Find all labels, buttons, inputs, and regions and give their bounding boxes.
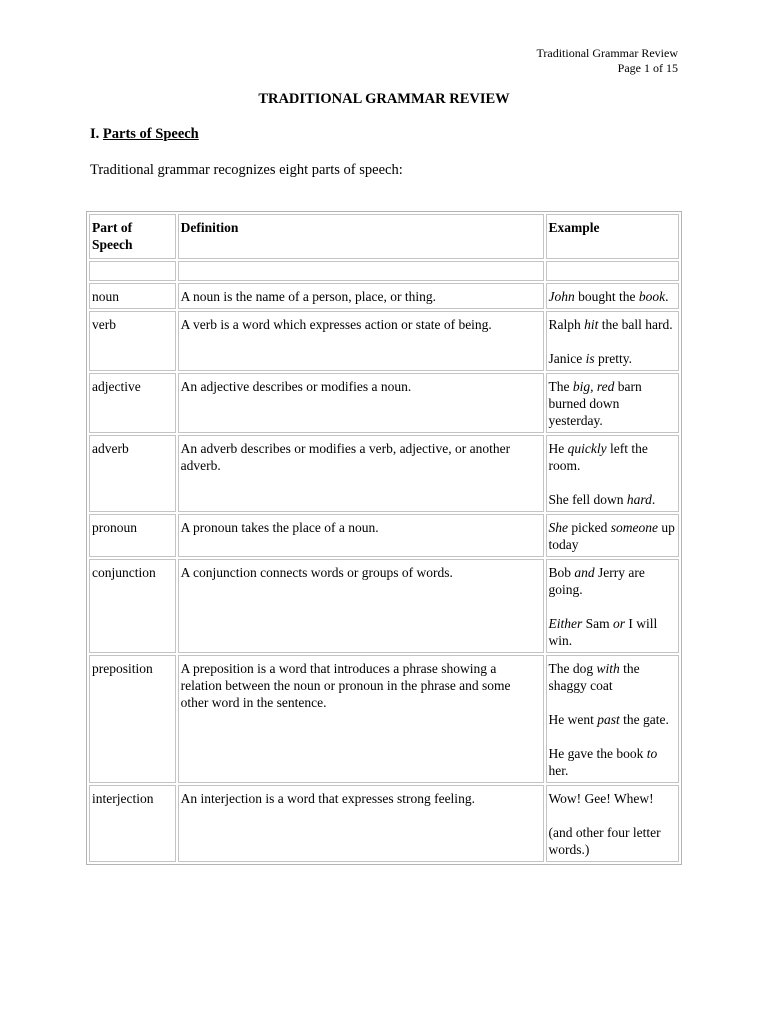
table-row (89, 655, 679, 783)
example-cell (546, 559, 680, 653)
example-sentence: Either Sam or I will win. (548, 616, 658, 648)
definition-cell: A noun is the name of a person, place, or thing. (178, 283, 544, 309)
example-sentence: The dog with the shaggy coat (548, 661, 640, 693)
example-cell (546, 283, 680, 309)
example-sentence: He quickly left the room. (548, 441, 648, 473)
definition-cell: An adverb describes or modifies a verb, adjective, or another adverb. (178, 435, 544, 512)
spacer-cell (178, 261, 544, 281)
example-sentence: She fell down hard. (548, 492, 656, 507)
example-sentence: The big, red barn burned down yesterday. (548, 379, 642, 428)
table-row (89, 311, 679, 371)
example-gap (549, 474, 677, 491)
part-of-speech-cell: preposition (89, 655, 176, 783)
table-row (89, 785, 679, 862)
header-page-number: Page 1 of 15 (617, 61, 678, 75)
definition-cell: A preposition is a word that introduces a phrase showing a relation between the noun or pronoun in the phrase and some other word in the sentence. (178, 655, 544, 783)
example-gap (549, 807, 677, 824)
definition-cell: An interjection is a word that expresses strong feeling. (178, 785, 544, 862)
parts-of-speech-table (86, 211, 682, 865)
section-heading (90, 126, 199, 143)
header-example: Example (546, 214, 680, 259)
part-of-speech-cell: noun (89, 283, 176, 309)
document-title: TRADITIONAL GRAMMAR REVIEW (258, 91, 510, 107)
header-part-of-speech: Part of Speech (89, 214, 176, 259)
running-header (536, 46, 678, 76)
example-cell (546, 373, 680, 433)
example-cell (546, 311, 680, 371)
definition-cell: A verb is a word which expresses action or state of being. (178, 311, 544, 371)
part-of-speech-cell: adverb (89, 435, 176, 512)
example-sentence: Janice is pretty. (548, 351, 632, 366)
example-sentence: John bought the book. (548, 289, 669, 304)
example-sentence: She picked someone up today (548, 520, 675, 552)
table-row (89, 283, 679, 309)
intro-paragraph: Traditional grammar recognizes eight parts of speech: (90, 162, 403, 178)
example-gap (549, 728, 677, 745)
example-cell (546, 785, 680, 862)
table-row (89, 435, 679, 512)
example-cell (546, 435, 680, 512)
example-sentence: He gave the book to her. (548, 746, 658, 778)
example-sentence: Ralph hit the ball hard. (548, 317, 673, 332)
example-gap (549, 598, 677, 615)
example-sentence: Bob and Jerry are going. (548, 565, 645, 597)
section-title: Parts of Speech (102, 126, 199, 142)
part-of-speech-cell: pronoun (89, 514, 176, 557)
header-definition: Definition (178, 214, 544, 259)
example-cell (546, 655, 680, 783)
part-of-speech-cell: conjunction (89, 559, 176, 653)
spacer-cell (89, 261, 176, 281)
spacer-cell (546, 261, 680, 281)
example-gap (549, 694, 677, 711)
table-header-row (89, 214, 679, 259)
definition-cell: A pronoun takes the place of a noun. (178, 514, 544, 557)
example-sentence: Wow! Gee! Whew! (548, 791, 654, 806)
example-sentence: He went past the gate. (548, 712, 669, 727)
example-sentence: (and other four letter words.) (548, 825, 661, 857)
example-cell (546, 514, 680, 557)
definition-cell: A conjunction connects words or groups of words. (178, 559, 544, 653)
table-spacer-row (89, 261, 679, 281)
table-row (89, 559, 679, 653)
table-row (89, 373, 679, 433)
section-number: I. (90, 126, 103, 142)
part-of-speech-cell: adjective (89, 373, 176, 433)
example-gap (549, 333, 677, 350)
table-row (89, 514, 679, 557)
part-of-speech-cell: verb (89, 311, 176, 371)
part-of-speech-cell: interjection (89, 785, 176, 862)
header-doc-title: Traditional Grammar Review (536, 46, 678, 60)
definition-cell: An adjective describes or modifies a noun. (178, 373, 544, 433)
